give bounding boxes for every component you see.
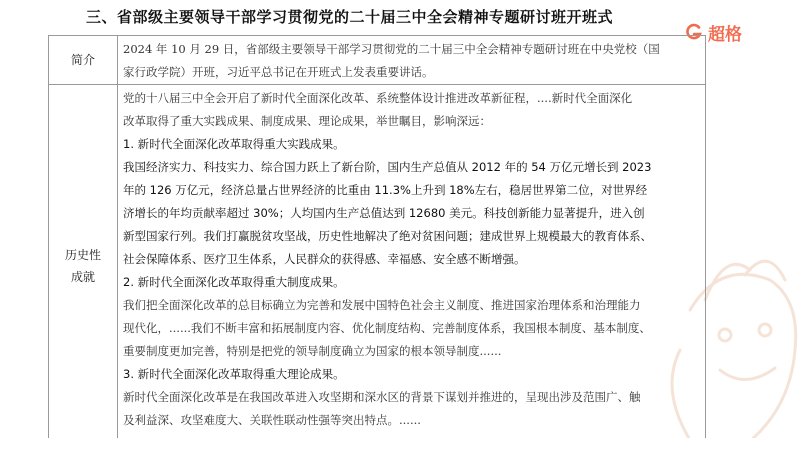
text-line: 改革取得了重大实践成果、制度成果、理论成果，举世瞩目，影响深远： — [123, 114, 491, 128]
text-line: 及利益深、攻坚难度大、关联性联动性强等突出特点。...... — [123, 413, 421, 427]
logo-text: 超格 — [708, 24, 742, 45]
text-line: 我们把全面深化改革的总目标确立为完善和发展中国特色社会主义制度、推进国家治理体系和治理能力 — [123, 298, 641, 312]
achievements-content — [118, 85, 706, 448]
intro-content — [118, 36, 706, 85]
text-line: 年的 126 万亿元，经济总量占世界经济的比重由 11.3%上升到 18%左右，稳居世界第二位，对世界经 — [123, 183, 648, 197]
section-heading: 1. 新时代全面深化改革取得重大实践成果。 — [123, 137, 345, 151]
text-line: 济增长的年均贡献率超过 30%；人均国内生产总值达到 12680 美元。科技创新能力显著提升，进入创 — [123, 206, 645, 220]
text-line: 家行政学院）开班，习近平总书记在开班式上发表重要讲话。 — [123, 65, 434, 79]
summary-table — [48, 35, 706, 448]
text-line: 我国经济实力、科技实力、综合国力跃上了新台阶，国内生产总值从 2012 年的 54 万亿元增长到 2023 — [123, 160, 652, 174]
text-line: 现代化，......我们不断丰富和拓展制度内容、优化制度结构、完善制度体系，我国根本制度、基本制度、 — [123, 321, 651, 335]
table-row — [49, 36, 706, 85]
row-label-achievements — [49, 85, 118, 448]
text-line: 重要制度更加完善，特别是把党的领导制度确立为国家的根本领导制度...... — [123, 344, 502, 358]
label-line: 成就 — [70, 270, 95, 284]
page-bottom-edge — [0, 438, 800, 450]
row-label-intro: 简介 — [49, 36, 118, 85]
text-line: 党的十八届三中全会开启了新时代全面深化改革、系统整体设计推进改革新征程，....新时代全面深化 — [123, 91, 633, 105]
text-line: 社会保障体系、医疗卫生体系，人民群众的获得感、幸福感、安全感不断增强。 — [123, 252, 526, 266]
text-line: 新型国家行列。我们打赢脱贫攻坚战，历史性地解决了绝对贫困问题；建成世界上规模最大的教育体系、 — [123, 229, 652, 243]
table-row — [49, 85, 706, 448]
text-line: 新时代全面深化改革是在我国改革进入攻坚期和深水区的背景下谋划并推进的，呈现出涉及范围广、触 — [123, 390, 641, 404]
section-title: 三、省部级主要领导干部学习贯彻党的二十届三中全会精神专题研讨班开班式 — [86, 8, 614, 26]
text-line: 2024 年 10 月 29 日，省部级主要领导干部学习贯彻党的二十届三中全会精神专题研讨班在中央党校（国 — [123, 42, 660, 56]
section-heading: 2. 新时代全面深化改革取得重大制度成果。 — [123, 275, 345, 289]
section-heading: 3. 新时代全面深化改革取得重大理论成果。 — [123, 367, 345, 381]
label-line: 历史性 — [64, 248, 101, 262]
